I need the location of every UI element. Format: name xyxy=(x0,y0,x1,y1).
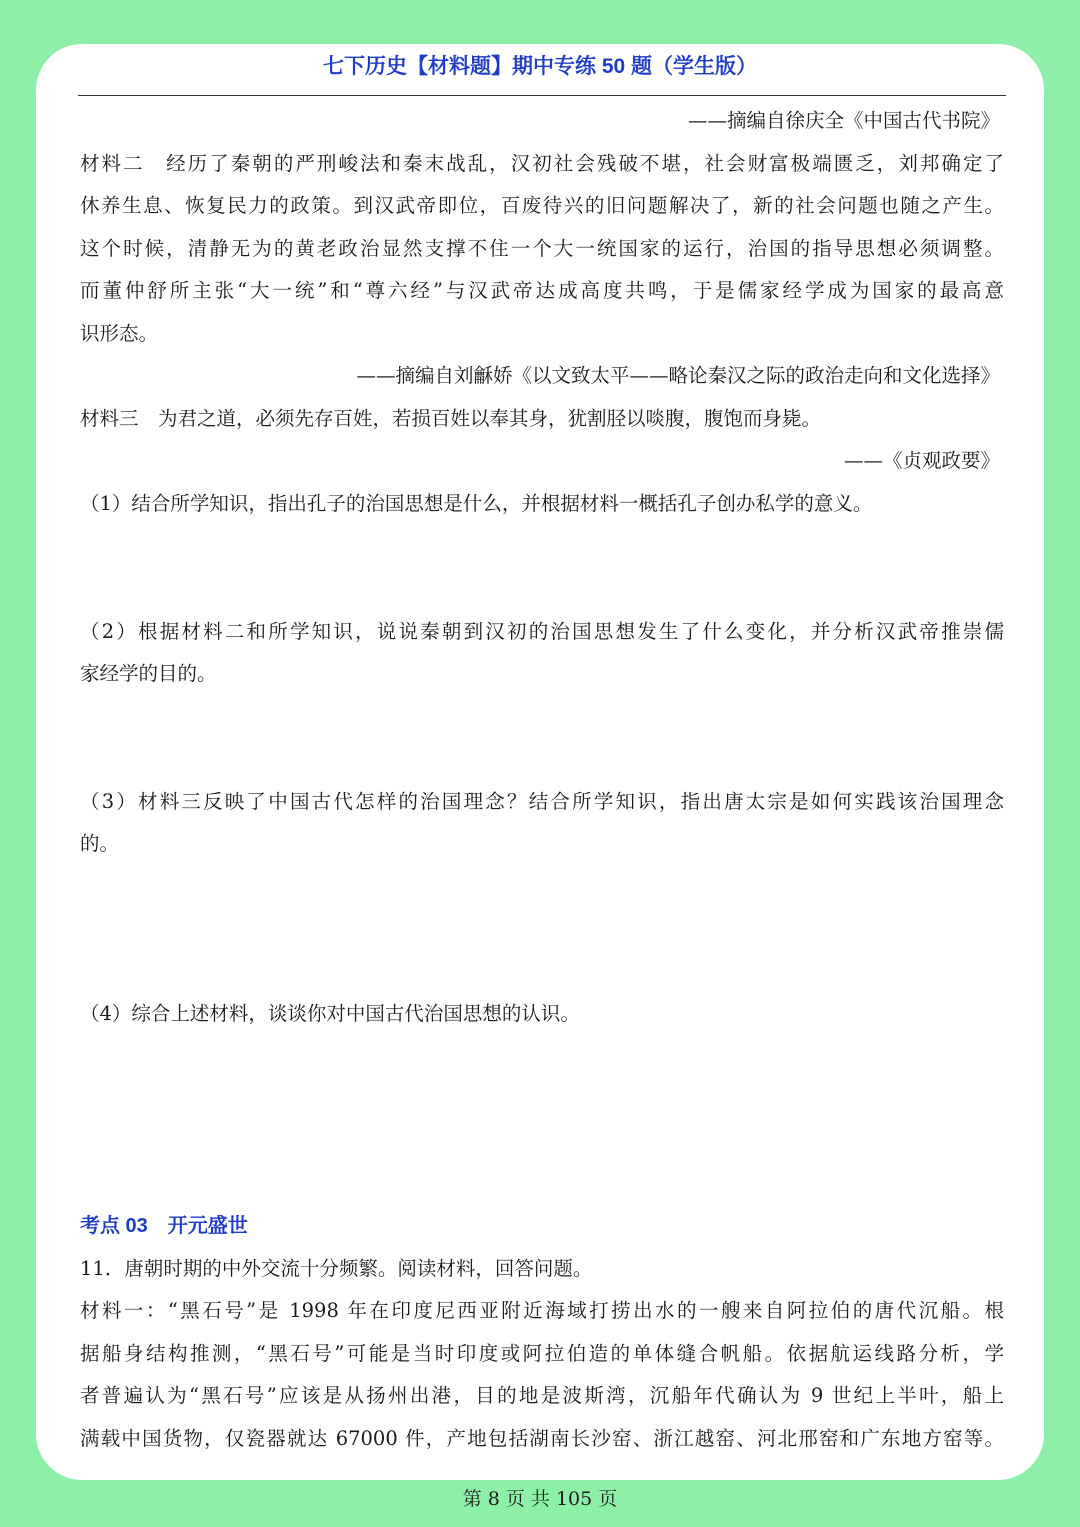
material1-line-2: 据船身结构推测，“黑石号”可能是当时印度或阿拉伯造的单体缝合帆船。依据航运线路分析，学 xyxy=(80,1342,1004,1365)
material1-line-3: 者普遍认为“黑石号”应该是从扬州出港，目的地是波斯湾，沉船年代确认为 9 世纪上半叶，船上 xyxy=(80,1384,1004,1407)
section-heading: 考点 03 开元盛世 xyxy=(80,1215,248,1237)
material2-line-3: 这个时候，清静无为的黄老政治显然支撑不住一个大一统国家的运行，治国的指导思想必须调整。 xyxy=(80,237,1004,260)
material1-line-1: 材料一：“黑石号”是 1998 年在印度尼西亚附近海域打捞出水的一艘来自阿拉伯的唐代沉船。根 xyxy=(80,1299,1004,1322)
header-divider xyxy=(78,95,1006,96)
question-1: （1）结合所学知识，指出孔子的治国思想是什么，并根据材料一概括孔子创办私学的意义。 xyxy=(80,492,873,515)
material1-line-4: 满载中国货物，仅瓷器就达 67000 件，产地包括湖南长沙窑、浙江越窑、河北邢窑和广东地方窑等。 xyxy=(80,1427,1004,1450)
question-2-line-2: 家经学的目的。 xyxy=(80,662,217,685)
material2-line-2: 休养生息、恢复民力的政策。到汉武帝即位，百废待兴的旧问题解决了，新的社会问题也随之产生。 xyxy=(80,194,1004,217)
material2-line-4: 而董仲舒所主张“大一统”和“尊六经”与汉武帝达成高度共鸣，于是儒家经学成为国家的最高意 xyxy=(80,279,1004,302)
source-citation-1: ——摘编自徐庆全《中国古代书院》 xyxy=(687,109,1000,132)
page-header-title: 七下历史【材料题】期中专练 50 题（学生版） xyxy=(322,55,758,78)
material3-text: 材料三 为君之道，必须先存百姓，若损百姓以奉其身，犹割胫以啖腹，腹饱而身毙。 xyxy=(80,407,822,430)
question-4: （4）综合上述材料，谈谈你对中国古代治国思想的认识。 xyxy=(80,1002,580,1025)
source-citation-2: ——摘编自刘龢娇《以文致太平——略论秦汉之际的政治走向和文化选择》 xyxy=(356,364,1000,387)
question-3-line-1: （3）材料三反映了中国古代怎样的治国理念？结合所学知识，指出唐太宗是如何实践该治国理念 xyxy=(80,790,1004,813)
question-3-line-2: 的。 xyxy=(80,832,120,855)
material2-line-1: 材料二 经历了秦朝的严刑峻法和秦末战乱，汉初社会残破不堪，社会财富极端匮乏，刘邦确定了 xyxy=(80,152,1004,175)
question-11: 11．唐朝时期的中外交流十分频繁。阅读材料，回答问题。 xyxy=(80,1257,593,1280)
material2-line-5: 识形态。 xyxy=(80,322,159,345)
source-citation-3: ——《贞观政要》 xyxy=(843,449,1000,472)
question-2-line-1: （2）根据材料二和所学知识，说说秦朝到汉初的治国思想发生了什么变化，并分析汉武帝推崇儒 xyxy=(80,620,1004,643)
page-number: 第 8 页 共 105 页 xyxy=(462,1488,618,1510)
